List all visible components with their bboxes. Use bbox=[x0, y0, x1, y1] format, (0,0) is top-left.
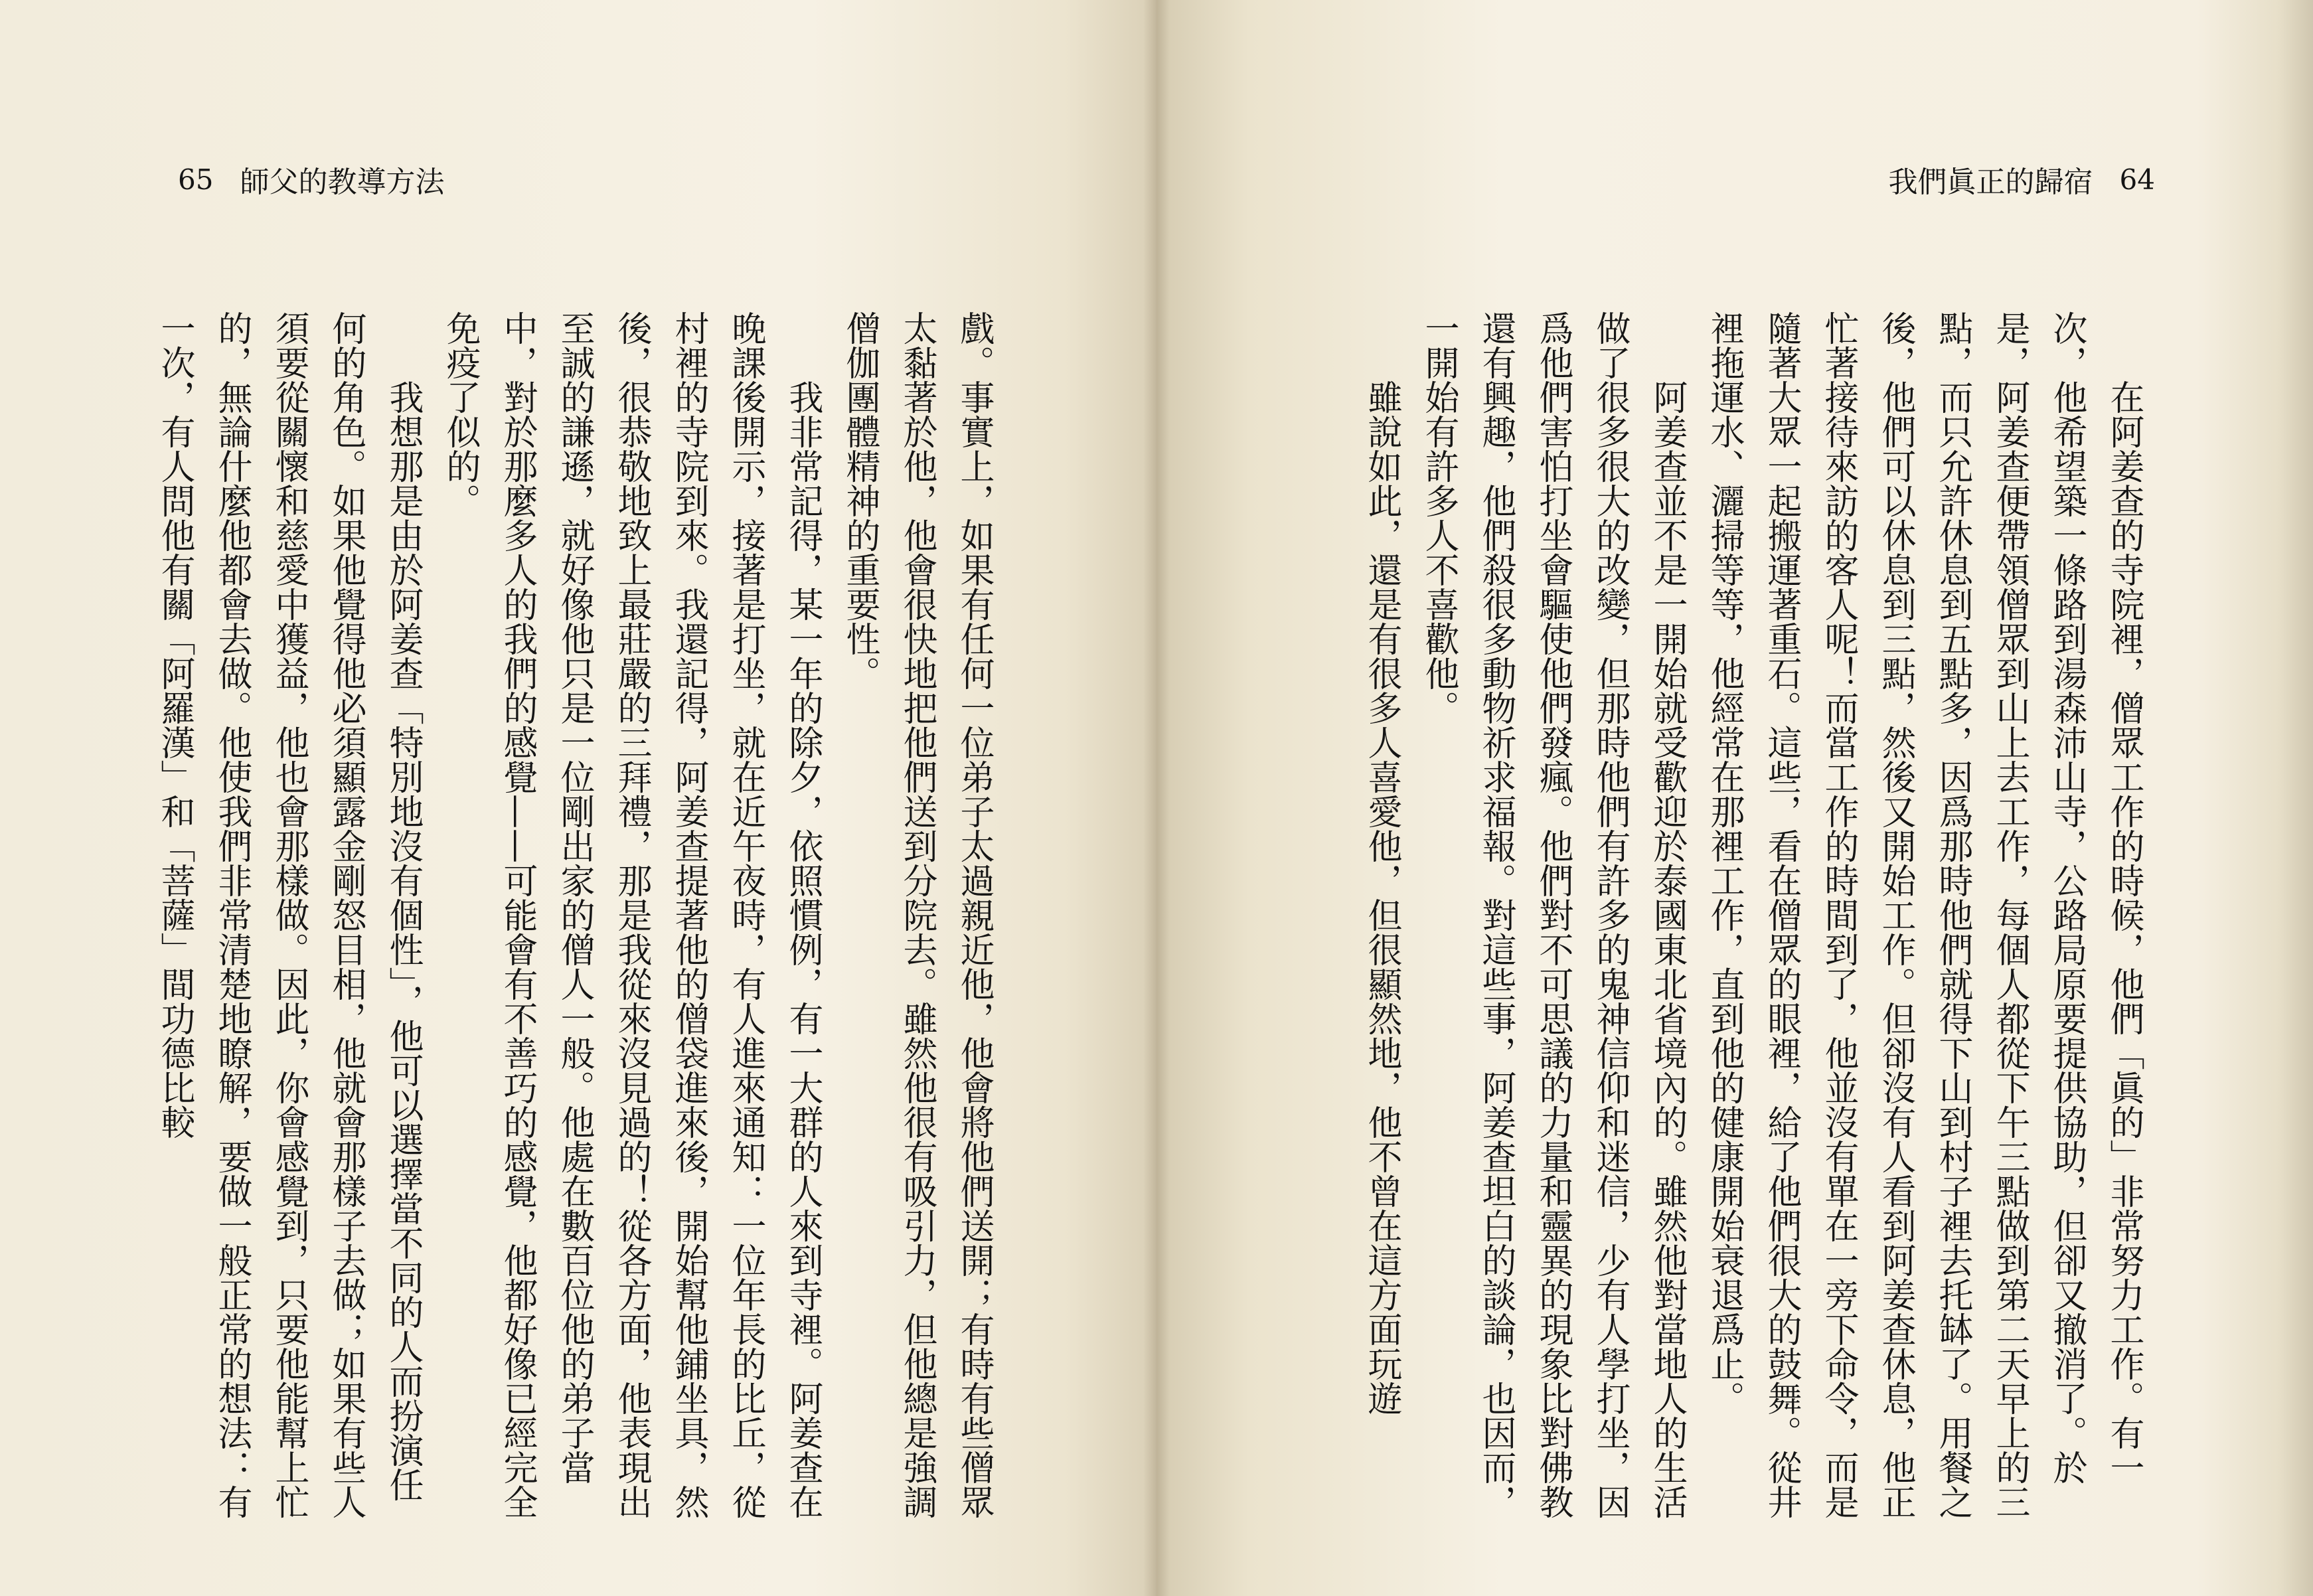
right-page-number: 64 bbox=[2119, 163, 2155, 196]
right-paragraph-2: 阿姜查並不是一開始就受歡迎於泰國東北省境內的。雖然他對當地人的生活做了很多很大的改變，但那時他們有許多的鬼神信仰和迷信，少有人學打坐，因爲他們害怕打坐會驅使他們發瘋。他們對不可思議的力量和靈異的現象比對佛教還有興趣，他們殺很多動物祈求福報。對這些事，阿姜查坦白的談論，也因而，一開始有許多人不喜歡他。 bbox=[1419, 311, 1687, 1519]
left-running-title: 師父的教導方法 bbox=[240, 165, 445, 199]
left-paragraph-2: 我非常記得，某一年的除夕，依照慣例，有一大群的人來到寺裡。阿姜查在晚課後開示，接著是打坐，就在近午夜時，有人進來通知：一位年長的比丘，從村裡的寺院到來。我還記得，阿姜查提著他的僧袋進來後，開始幫他鋪坐具，然後，很恭敬地致上最莊嚴的三拜禮，那是我從來沒見過的！從各方面，他表現出至誠的謙遜，就好像他只是一位剛出家的僧人一般。他處在數百位他的弟子當中，對於那麼多人的我們的感覺——可能會有不善巧的感覺，他都好像已經完全免疫了似的。 bbox=[440, 311, 823, 1519]
right-running-title: 我們眞正的歸宿 bbox=[1888, 165, 2093, 199]
right-page bbox=[1156, 0, 2313, 1596]
right-paragraph-3: 雖說如此，還是有很多人喜愛他，但很顯然地，他不曾在這方面玩遊 bbox=[1362, 380, 1401, 1415]
right-page-header bbox=[1889, 158, 2155, 200]
left-paragraph-3: 我想那是由於阿姜查「特別地沒有個性」，他可以選擇當不同的人而扮演任何的角色。如果他覺得他必須顯露金剛怒目相，他就會那樣子去做；如果有些人須要從關懷和慈愛中獲益，他也會那樣做。因此，你會感覺到，只要他能幫上忙的，無論什麼他都會去做。他使我們非常清楚地瞭解，要做一般正常的想法：有一次，有人問他有關「阿羅漢」和「菩薩」間功德比較 bbox=[155, 311, 423, 1519]
right-body-text bbox=[1289, 311, 2152, 1526]
left-body-text bbox=[155, 311, 1002, 1526]
left-paragraph-1: 戲。事實上，如果有任何一位弟子太過親近他，他會將他們送開；有時有些僧眾太黏著於他，他會很快地把他們送到分院去。雖然他很有吸引力，但他總是強調僧伽團體精神的重要性。 bbox=[840, 311, 994, 1519]
left-page-header bbox=[178, 158, 444, 200]
right-paragraph-1: 在阿姜查的寺院裡，僧眾工作的時候，他們「眞的」非常努力工作。有一次，他希望築一條路到湯森沛山寺，公路局原要提供協助，但卻又撤消了。於是，阿姜查便帶領僧眾到山上去工作，每個人都從下午三點做到第二天早上的三點，而只允許休息到五點多，因爲那時他們就得下山到村子裡去托缽了。用餐之後，他們可以休息到三點，然後又開始工作。但卻沒有人看到阿姜查休息，他正忙著接待來訪的客人呢！而當工作的時間到了，他並沒有單在一旁下命令，而是隨著大眾一起搬運著重石。這些，看在僧眾的眼裡，給了他們很大的鼓舞。從井裡拖運水、灑掃等等，他經常在那裡工作，直到他的健康開始衰退爲止。 bbox=[1704, 311, 2144, 1519]
left-page-number: 65 bbox=[178, 163, 214, 196]
left-page bbox=[0, 0, 1156, 1596]
